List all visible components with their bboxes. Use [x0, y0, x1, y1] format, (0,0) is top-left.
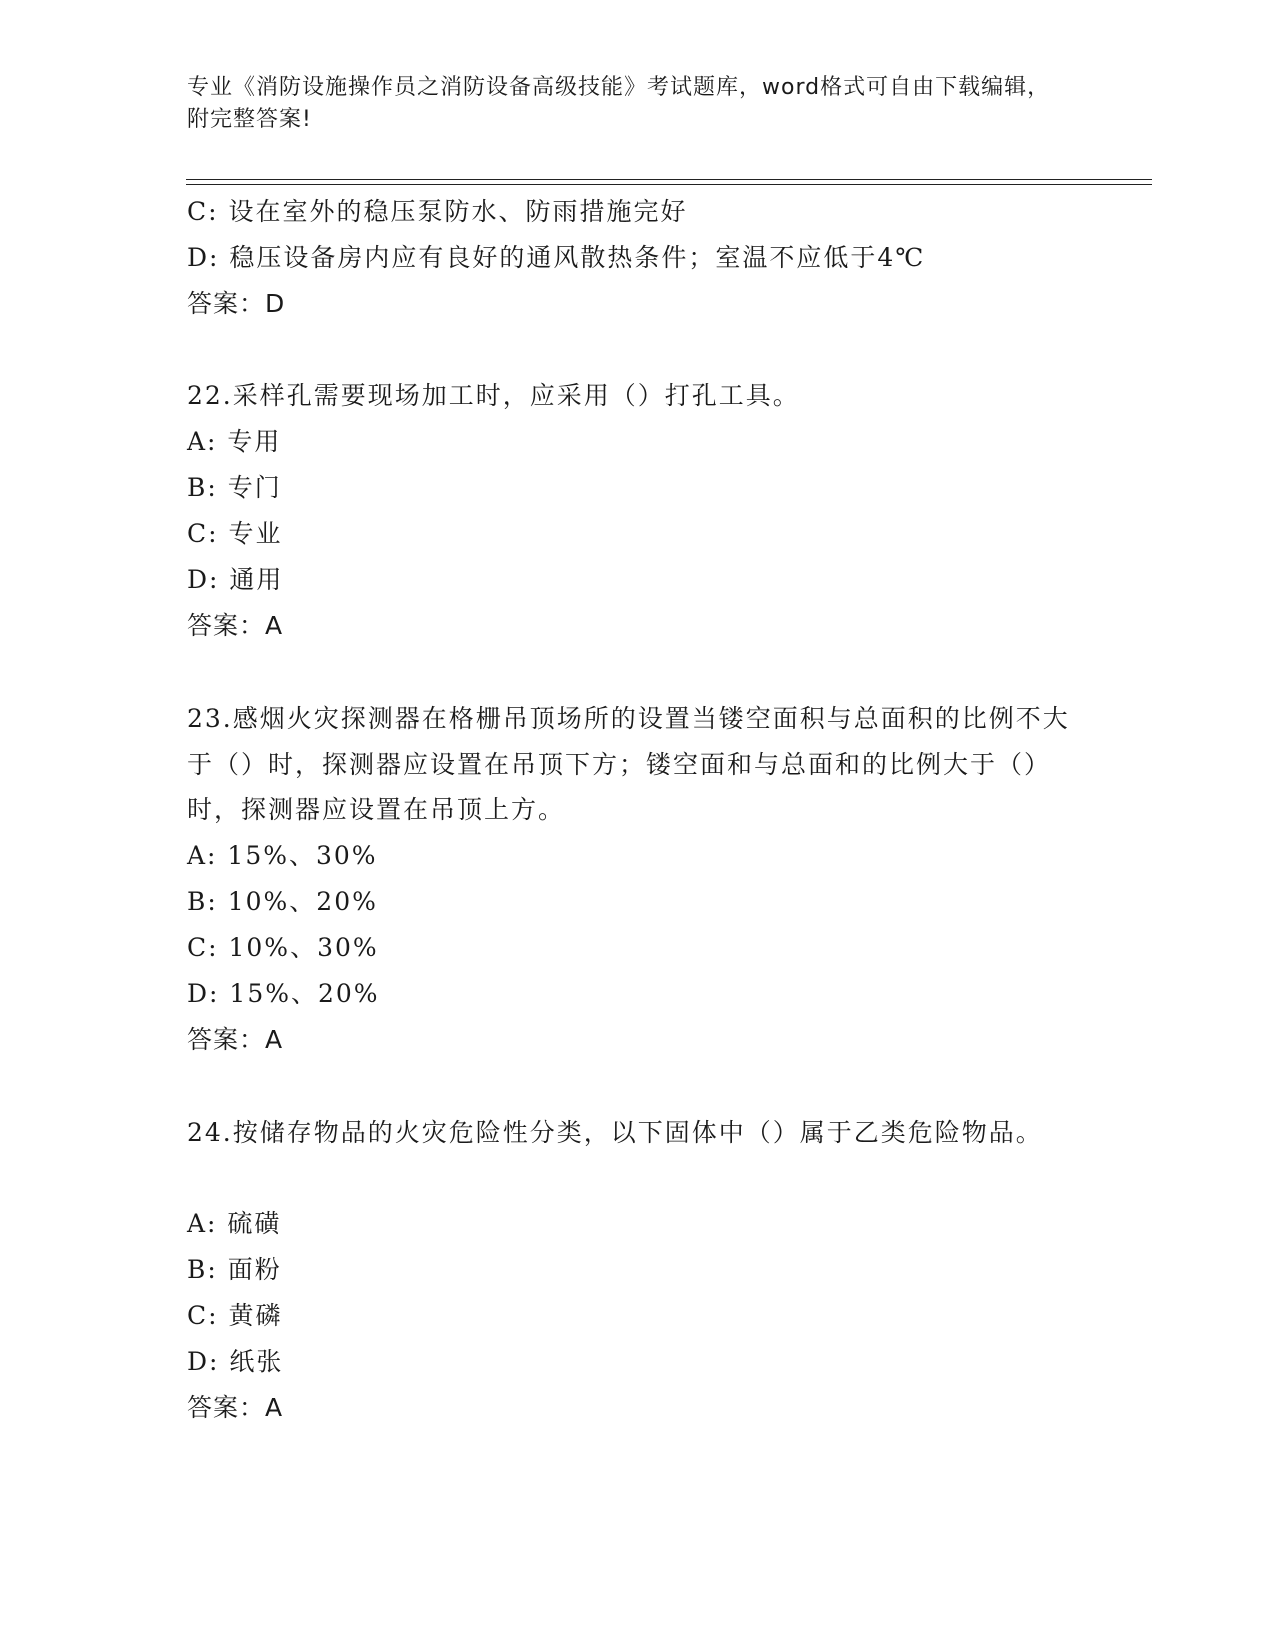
header-rule-bottom: [186, 184, 1152, 185]
question-22-option-c: C: 专业: [187, 519, 283, 548]
question-24-answer: 答案：A: [187, 1393, 284, 1422]
question-24-option-d: D: 纸张: [187, 1347, 284, 1376]
question-22-answer: 答案：A: [187, 611, 284, 640]
question-23-option-c: C: 10%、30%: [187, 933, 379, 962]
question-22-option-d: D: 通用: [187, 565, 284, 594]
question-24-stem: 24.按储存物品的火灾危险性分类，以下固体中（）属于乙类危险物品。: [187, 1118, 1043, 1147]
header-rule-top: [186, 179, 1152, 180]
question-22-option-b: B: 专门: [187, 473, 282, 502]
question-24-option-c: C: 黄磷: [187, 1301, 283, 1330]
question-23-stem: 23.感烟火灾探测器在格栅吊顶场所的设置当镂空面积与总面积的比例不大于（）时，探测器应设置在吊顶下方；镂空面和与总面和的比例大于（）时，探测器应设置在吊顶上方。: [187, 704, 1070, 824]
question-24-option-a: A: 硫磺: [187, 1209, 282, 1238]
question-23-answer: 答案：A: [187, 1025, 284, 1054]
question-23-option-a: A: 15%、30%: [187, 841, 378, 870]
document-header: 专业《消防设施操作员之消防设备高级技能》考试题库，word格式可自由下载编辑，附完整答案!: [187, 75, 1051, 132]
question-24-option-b: B: 面粉: [187, 1255, 282, 1284]
question-23-option-d: D: 15%、20%: [187, 979, 380, 1008]
question-23-option-b: B: 10%、20%: [187, 887, 378, 916]
question-22-stem: 22.采样孔需要现场加工时，应采用（）打孔工具。: [187, 381, 800, 410]
prev-question-option-c: C: 设在室外的稳压泵防水、防雨措施完好: [187, 197, 688, 226]
question-22-option-a: A: 专用: [187, 427, 282, 456]
prev-question-option-d: D: 稳压设备房内应有良好的通风散热条件；室温不应低于4℃: [187, 243, 926, 272]
prev-question-answer: 答案：D: [187, 289, 286, 318]
